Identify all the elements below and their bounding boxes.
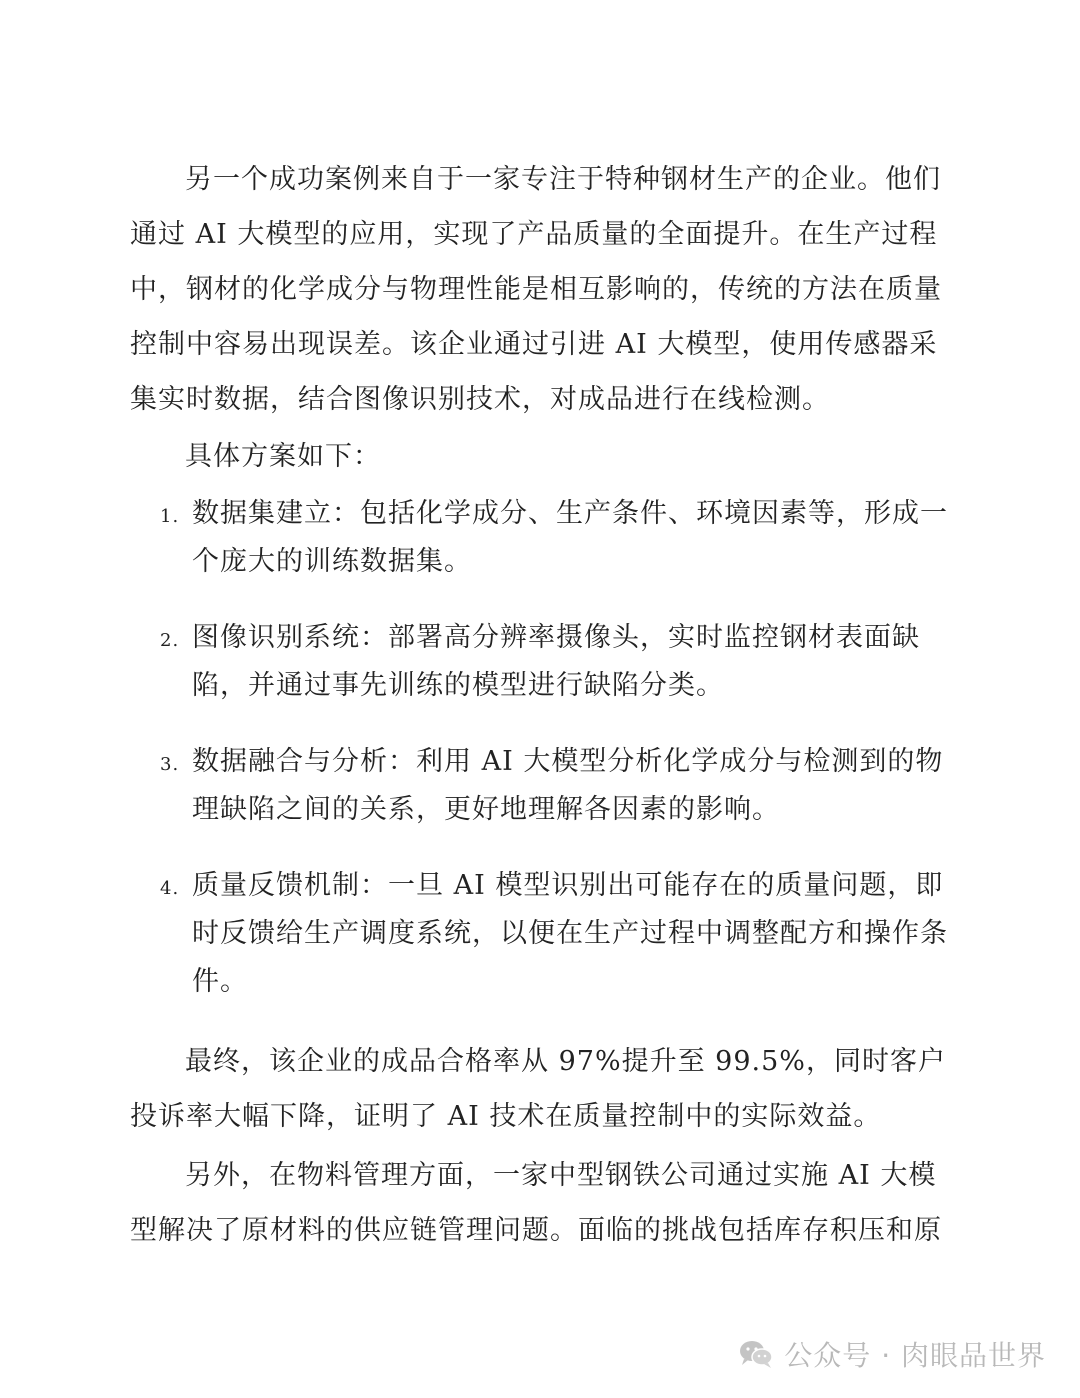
document-body xyxy=(130,152,950,1258)
list-item xyxy=(130,614,950,710)
paragraph-result: 最终，该企业的成品合格率从 97%提升至 99.5%，同时客户投诉率大幅下降，证明了 AI 技术在质量控制中的实际效益。 xyxy=(130,1046,946,1132)
watermark xyxy=(738,1334,1046,1374)
list-item xyxy=(130,862,950,1006)
watermark-text: 公众号 · 肉眼品世界 xyxy=(784,1339,1046,1372)
list-item xyxy=(130,738,950,834)
list-item-text: 质量反馈机制：一旦 AI 模型识别出可能存在的质量问题，即时反馈给生产调度系统，以便在生产过程中调整配方和操作条件。 xyxy=(192,870,948,997)
list-item-text: 数据融合与分析：利用 AI 大模型分析化学成分与检测到的物理缺陷之间的关系，更好地理解各因素的影响。 xyxy=(192,746,944,825)
list-number: 4. xyxy=(160,878,180,899)
plan-heading: 具体方案如下： xyxy=(185,441,381,472)
list-number: 1. xyxy=(160,506,180,527)
list-item-text: 数据集建立：包括化学成分、生产条件、环境因素等，形成一个庞大的训练数据集。 xyxy=(192,498,948,577)
list-number: 2. xyxy=(160,630,180,651)
paragraph-intro: 另一个成功案例来自于一家专注于特种钢材生产的企业。他们通过 AI 大模型的应用，实现了产品质量的全面提升。在生产过程中，钢材的化学成分与物理性能是相互影响的，传统的方法在质量控制中容易出现误差。该企业通过引进 AI 大模型，使用传感器采集实时数据，结合图像识别技术，对成品进行在线检测。 xyxy=(130,164,942,415)
list-number: 3. xyxy=(160,754,180,775)
paragraph-material: 另外，在物料管理方面，一家中型钢铁公司通过实施 AI 大模型解决了原材料的供应链管理问题。面临的挑战包括库存积压和原 xyxy=(130,1160,942,1246)
list-item xyxy=(130,490,950,586)
plan-list xyxy=(130,490,950,1006)
list-item-text: 图像识别系统：部署高分辨率摄像头，实时监控钢材表面缺陷，并通过事先训练的模型进行缺陷分类。 xyxy=(192,622,920,701)
wechat-icon xyxy=(738,1339,774,1369)
